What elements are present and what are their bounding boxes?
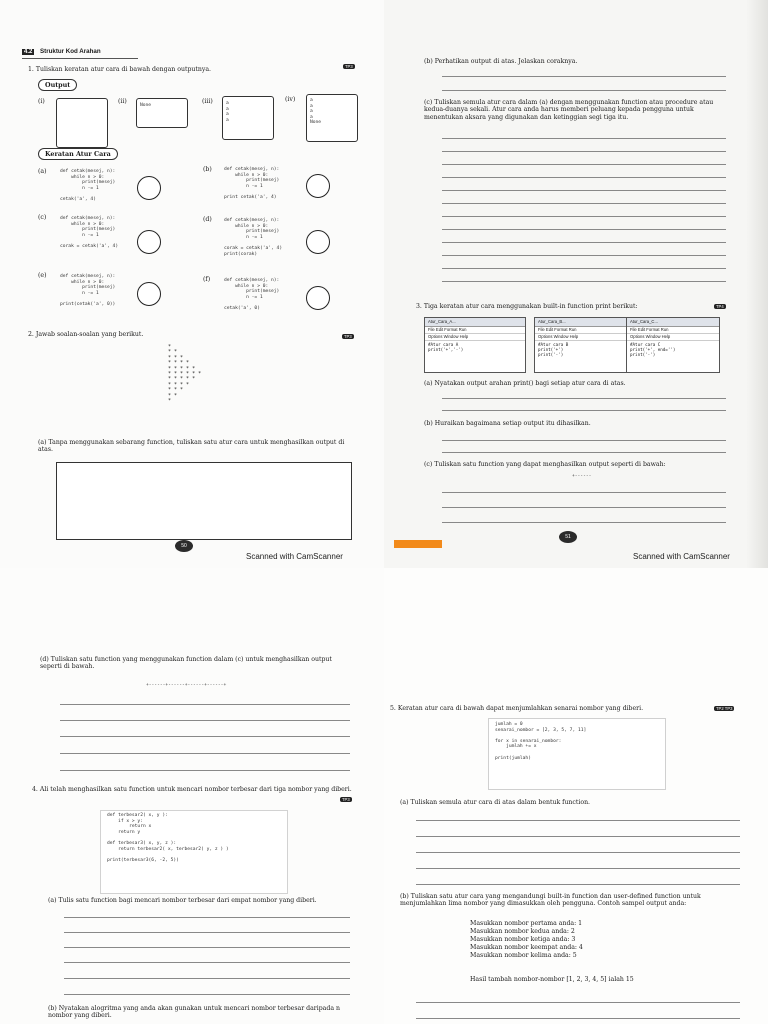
sample-line-3: Masukkan nombor ketiga anda: 3 — [470, 936, 576, 943]
workbook-page-51 — [384, 0, 768, 568]
q4-code-box — [100, 810, 288, 894]
answer-line[interactable] — [60, 770, 350, 771]
output-pill: Output — [38, 79, 77, 91]
answer-line[interactable] — [442, 507, 726, 508]
answer-line[interactable] — [416, 868, 740, 869]
answer-line[interactable] — [442, 410, 726, 411]
window-title-bar: Atur_Cara_A... — [425, 318, 525, 327]
answer-line[interactable] — [416, 836, 740, 837]
sample-line-4: Masukkan nombor keempat anda: 4 — [470, 944, 583, 951]
answer-line[interactable] — [442, 281, 726, 282]
question-5b-text: (b) Tuliskan satu atur cara yang mengandungi built-in function dan user-defined function untuk menjumlahkan lima nombor yang dimasukkan oleh pengguna. Contoh sampel output anda: — [400, 893, 701, 908]
question-2a-text: (a) Tanpa menggunakan sebarang function, tuliskan satu atur cara untuk menghasilkan output di atas. — [38, 439, 345, 454]
answer-circle-f[interactable] — [306, 286, 330, 310]
page-number: 51 — [559, 531, 577, 543]
section-underline — [22, 58, 138, 59]
question-d-text: (d) Tuliskan satu function yang menggunakan function dalam (c) untuk menghasilkan output seperti di bawah. — [40, 656, 332, 671]
q5-code: jumlah = 0 senarai_nombor = [2, 3, 5, 7, 11] for x in senarai_nombor: jumlah += x print(jumlah) — [495, 722, 587, 761]
workbook-page-lower-left — [0, 568, 384, 1024]
answer-line[interactable] — [442, 190, 726, 191]
tp-badge-q1: TP3 — [345, 64, 353, 69]
code-label-a: (a) — [38, 168, 47, 175]
answer-line[interactable] — [64, 917, 350, 918]
answer-circle-b[interactable] — [306, 174, 330, 198]
question-5a-text: (a) Tuliskan semula atur cara di atas dalam bentuk function. — [400, 799, 591, 806]
answer-line[interactable] — [416, 820, 740, 821]
question-b-text: (b) Perhatikan output di atas. Jelaskan coraknya. — [424, 58, 578, 65]
output-box-ii[interactable] — [136, 98, 188, 128]
answer-line[interactable] — [442, 255, 726, 256]
orange-accent-bar — [394, 540, 442, 548]
answer-circle-c[interactable] — [137, 230, 161, 254]
answer-circle-a[interactable] — [137, 176, 161, 200]
answer-line[interactable] — [442, 151, 726, 152]
code-label-e: (e) — [38, 272, 47, 279]
answer-line[interactable] — [416, 1018, 740, 1019]
output-label-ii: (ii) — [118, 98, 127, 105]
answer-line[interactable] — [416, 1002, 740, 1003]
tp-badge-q3: TP4 — [716, 304, 724, 309]
question-4b-text: (b) Nyatakan alogritma yang anda akan gunakan untuk mencari nombor terbesar daripada n nombor yang diberi. — [48, 1005, 340, 1020]
window-menu-row-2[interactable]: Options Window Help — [627, 334, 719, 341]
answer-line[interactable] — [442, 440, 726, 441]
q4-code: def terbesar2( x, y ): if x > y: return x return y def terbesar3( x, y, z ): return terbesar2( x, terbesar2( y, z ) ) print(terbesar3(6, -2, 5)) — [107, 813, 229, 863]
window-title-bar: Atur_Cara_B... — [535, 318, 627, 327]
answer-line[interactable] — [64, 994, 350, 995]
q3c-sample-output: +------ — [572, 474, 592, 479]
window-menu-row-1[interactable]: File Edit Format Run — [627, 327, 719, 334]
answer-line[interactable] — [64, 962, 350, 963]
code-e: def cetak(mesej, n): while n > 0: print(mesej) n -= 1 print(cetak('a', 0)) — [60, 274, 116, 307]
tp-badge-q5: TP2 TP3 — [716, 706, 733, 711]
q5-code-box — [488, 718, 666, 790]
output-box-i[interactable] — [56, 98, 108, 148]
window-menu-row-1[interactable]: File Edit Format Run — [425, 327, 525, 334]
code-label-b: (b) — [203, 166, 212, 173]
question-3b-text: (b) Huraikan bagaimana setiap output itu dihasilkan. — [424, 420, 591, 427]
code-b: def cetak(mesej, n): while n > 0: print(mesej) n -= 1 print cetak('a', 4) — [224, 167, 280, 200]
answer-line[interactable] — [64, 947, 350, 948]
sample-line-5: Masukkan nombor kelima anda: 5 — [470, 952, 577, 959]
code-f: def cetak(mesej, n): while n > 0: print(mesej) n -= 1 cetak('a', 0) — [224, 278, 280, 311]
answer-line[interactable] — [60, 704, 350, 705]
scanner-watermark: Scanned with CamScanner — [633, 552, 730, 561]
workbook-page-lower-right — [384, 568, 768, 1024]
sample-line-1: Masukkan nombor pertama anda: 1 — [470, 920, 583, 927]
question-c-text: (c) Tuliskan semula atur cara dalam (a) dengan menggunakan function atau procedure atau kedua-duanya sekali. Atur cara anda harus memberi peluang kepada pengguna untuk menentukan aksara yang digunakan dan ketinggian segi tiga itu. — [424, 99, 714, 121]
code-label-f: (f) — [203, 276, 211, 283]
code-d: def cetak(mesej, n): while n > 0: print(mesej) n -= 1 corak = cetak('a', 4) print(corak) — [224, 218, 283, 257]
answer-line[interactable] — [442, 492, 726, 493]
workbook-page-50 — [0, 0, 384, 568]
question-3c-text: (c) Tuliskan satu function yang dapat menghasilkan output seperti di bawah: — [424, 461, 666, 468]
answer-line[interactable] — [442, 268, 726, 269]
question-4-text: 4. Ali telah menghasilkan satu function untuk mencari nombor terbesar dari tiga nombor yang diberi. — [32, 786, 352, 793]
question-2-text: 2. Jawab soalan-soalan yang berikut. — [28, 331, 144, 338]
question-4a-text: (a) Tulis satu function bagi mencari nombor terbesar dari empat nombor yang diberi. — [48, 897, 317, 904]
code-a: def cetak(mesej, n): while n > 0: print(mesej) n -= 1 cetak('a', 4) — [60, 169, 116, 202]
window-menu-row-2[interactable]: Options Window Help — [425, 334, 525, 341]
answer-line[interactable] — [442, 138, 726, 139]
output-label-iv: (iv) — [285, 96, 296, 103]
answer-line[interactable] — [60, 753, 350, 754]
tp-badge-q4: TP3 — [342, 797, 350, 802]
output-label-i: (i) — [38, 98, 45, 105]
window-title-bar: Atur_Cara_C... — [627, 318, 719, 327]
section-title: Struktur Kod Arahan — [40, 48, 101, 55]
output-box-iii[interactable] — [222, 96, 274, 140]
star-pattern: * * * * * * * * * * * * * * * * * * * * * * * * * * * * * * * * * * * * — [168, 344, 202, 405]
answer-line[interactable] — [442, 452, 726, 453]
answer-line[interactable] — [442, 203, 726, 204]
answer-box-2a[interactable] — [56, 462, 352, 540]
answer-line[interactable] — [442, 76, 726, 77]
answer-line[interactable] — [416, 884, 740, 885]
question-3-text: 3. Tiga keratan atur cara menggunakan built-in function print berikut: — [416, 303, 638, 310]
output-box-iv[interactable] — [306, 94, 358, 142]
answer-line[interactable] — [442, 90, 726, 91]
output-label-iii: (iii) — [202, 98, 213, 105]
question-3a-text: (a) Nyatakan output arahan print() bagi setiap atur cara di atas. — [424, 380, 626, 387]
answer-line[interactable] — [442, 522, 726, 523]
code-c: def cetak(mesej, n): while n > 0: print(mesej) n -= 1 corak = cetak('a', 4) — [60, 216, 119, 249]
question-5-text: 5. Keratan atur cara di bawah dapat menjumlahkan senarai nombor yang diberi. — [390, 705, 644, 712]
output-ii-value: None — [140, 103, 152, 108]
window-code: #Atur cara B print('+') print('-') — [538, 342, 569, 357]
answer-line[interactable] — [442, 177, 726, 178]
qd-sample-output: +------+------+------+------+ — [146, 683, 227, 688]
window-menu-row-1[interactable]: File Edit Format Run — [535, 327, 627, 334]
output-iii-value: a a a a — [226, 101, 229, 123]
page-number: 50 — [175, 540, 193, 552]
editor-window-a — [424, 317, 526, 373]
answer-line[interactable] — [442, 242, 726, 243]
editor-window-c — [626, 317, 720, 373]
answer-line[interactable] — [60, 736, 350, 737]
answer-line[interactable] — [442, 216, 726, 217]
answer-line[interactable] — [64, 932, 350, 933]
window-menu-row-2[interactable]: Options Window Help — [535, 334, 627, 341]
sample-line-2: Masukkan nombor kedua anda: 2 — [470, 928, 575, 935]
code-label-d: (d) — [203, 216, 212, 223]
tp-badge-q2: TP3 — [344, 334, 352, 339]
page-gutter — [746, 0, 768, 568]
answer-line[interactable] — [442, 398, 726, 399]
output-iv-value: a a a a None — [310, 98, 322, 126]
answer-line[interactable] — [64, 978, 350, 979]
answer-line[interactable] — [416, 852, 740, 853]
code-label-c: (c) — [38, 214, 47, 221]
sample-result: Hasil tambah nombor-nombor [1, 2, 3, 4, 5] ialah 15 — [470, 976, 634, 983]
question-1-text: 1. Tuliskan keratan atur cara di bawah dengan outputnya. — [28, 66, 212, 73]
keratan-pill: Keratan Atur Cara — [38, 148, 118, 160]
section-tag: 4.2 — [24, 49, 33, 55]
answer-line[interactable] — [60, 720, 350, 721]
answer-circle-d[interactable] — [306, 230, 330, 254]
window-code: #Atur cara A print('+','-') — [428, 342, 464, 352]
scanner-watermark: Scanned with CamScanner — [246, 552, 343, 561]
window-code: #Atur cara C print('+', end='') print('-') — [630, 342, 676, 357]
answer-line[interactable] — [442, 229, 726, 230]
answer-circle-e[interactable] — [137, 282, 161, 306]
answer-line[interactable] — [442, 164, 726, 165]
editor-window-b — [534, 317, 628, 373]
